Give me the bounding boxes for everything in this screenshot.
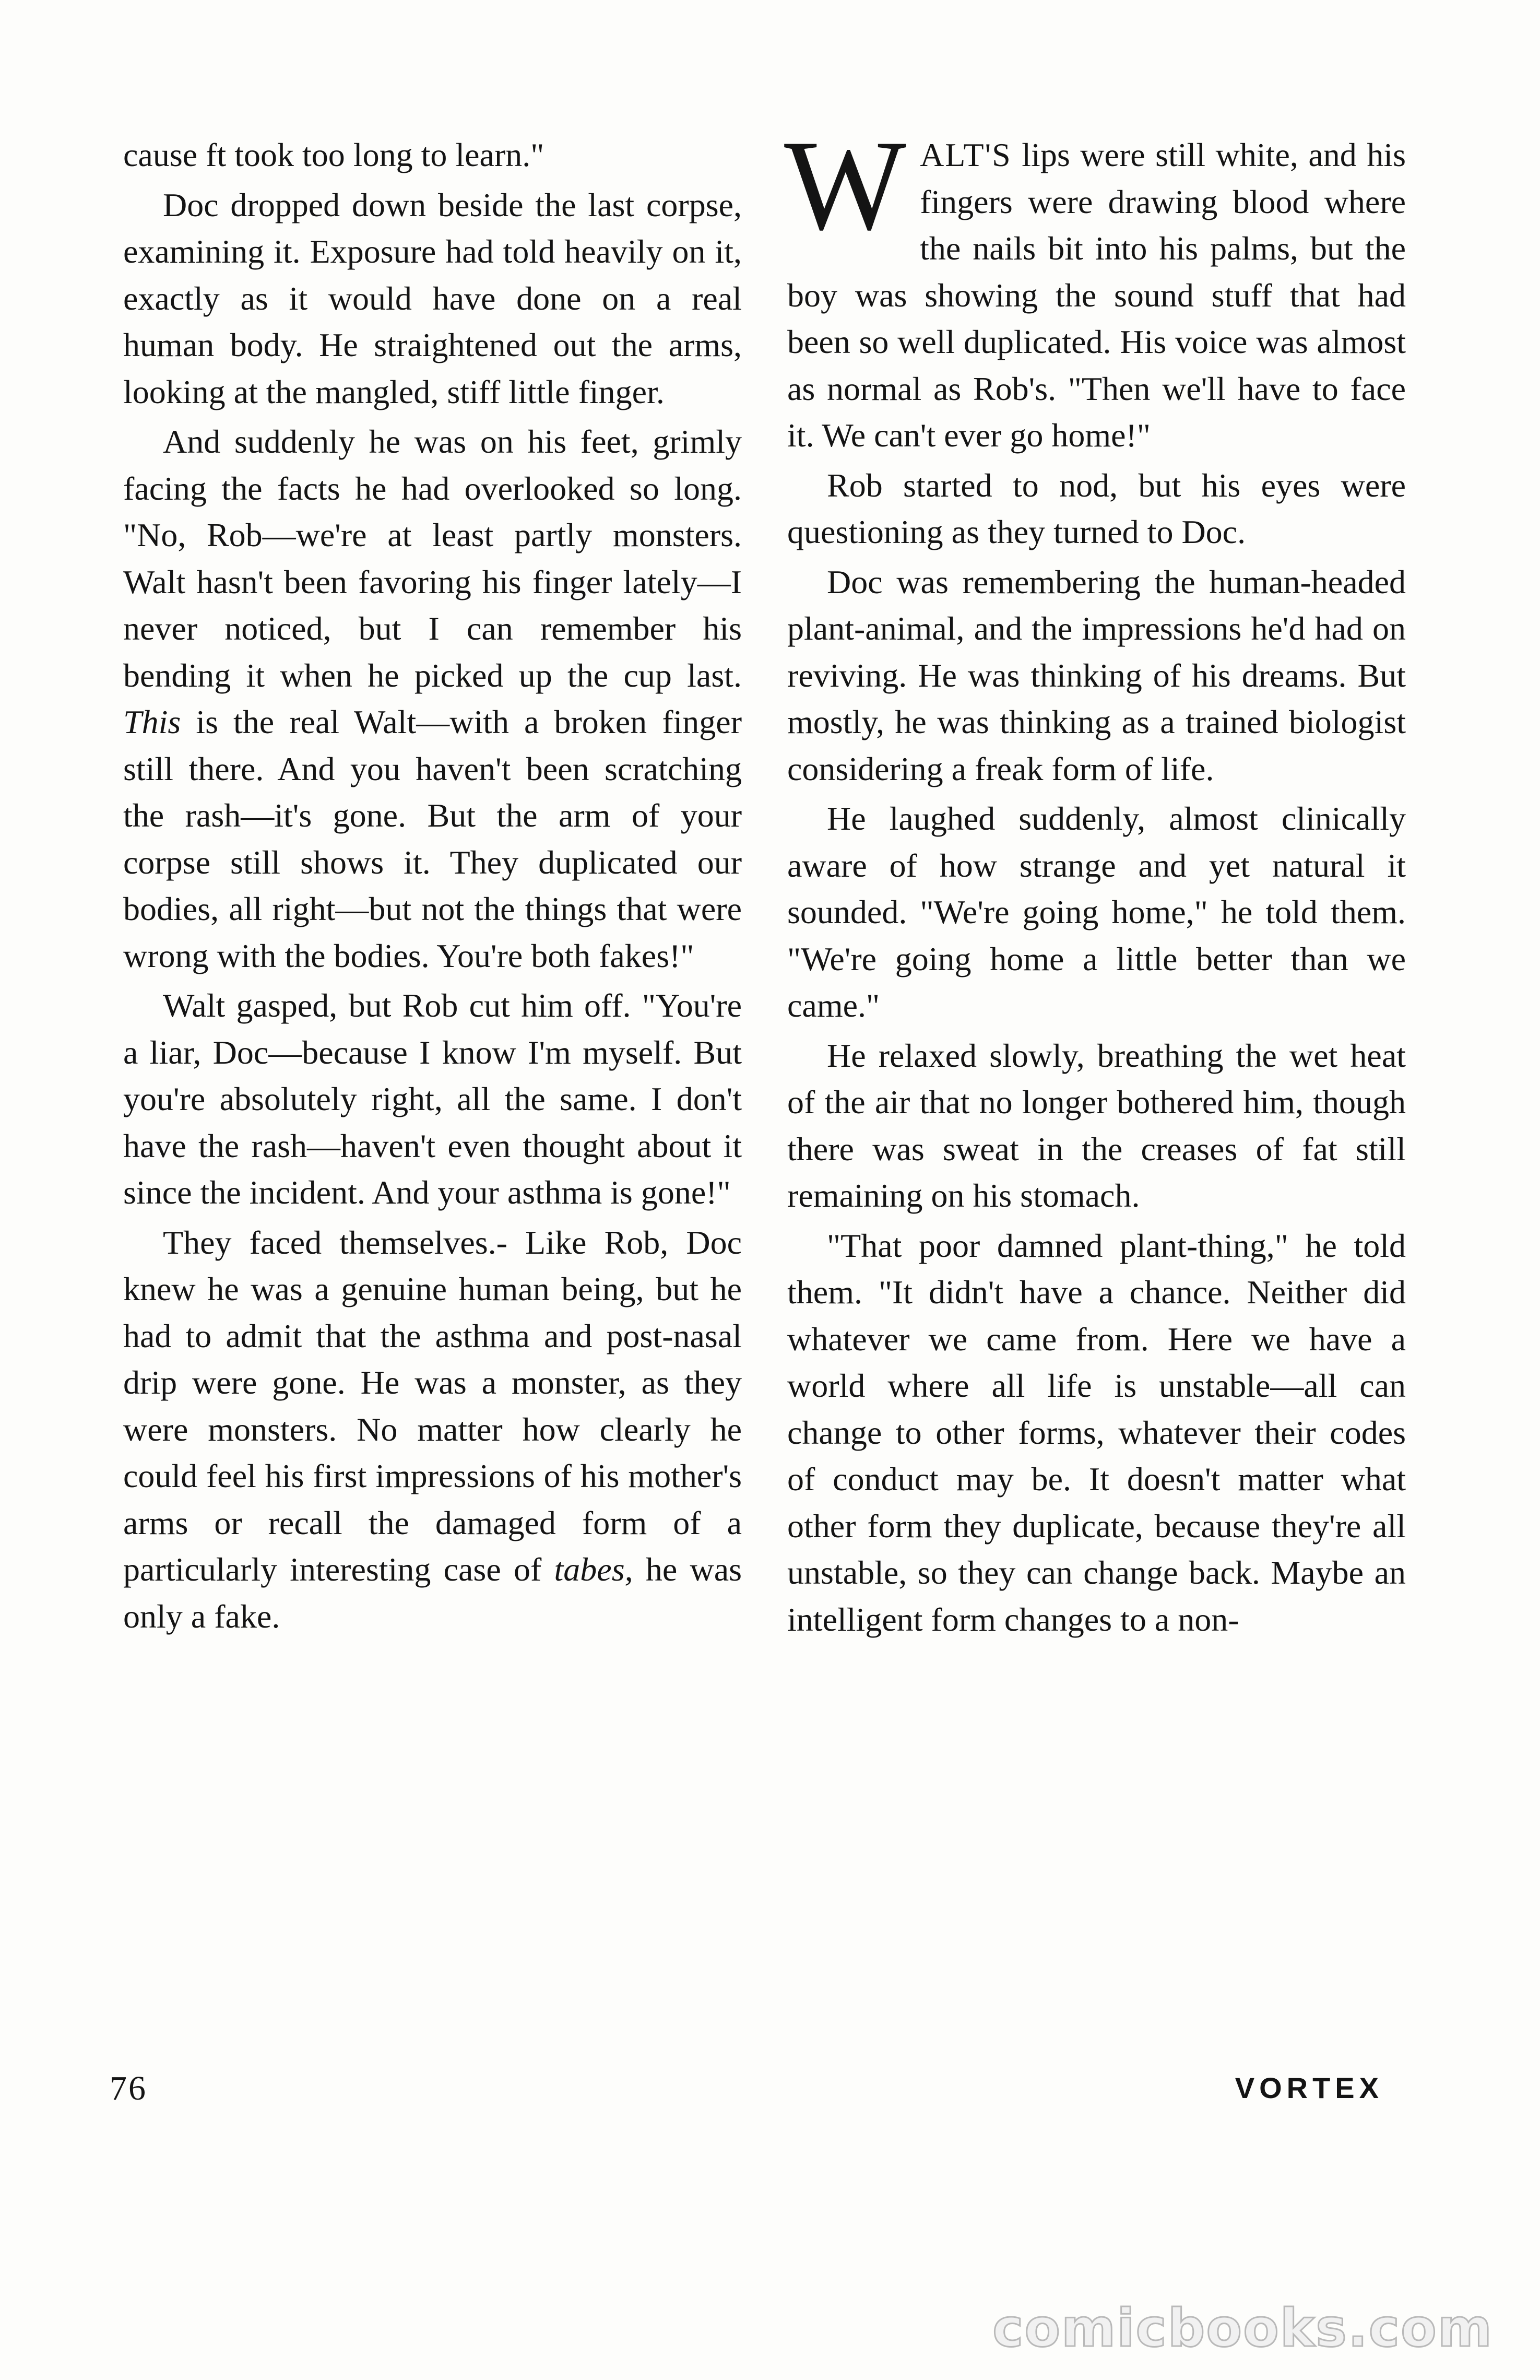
paragraph: Rob started to nod, but his eyes were questioning as they turned to Doc. (787, 466, 1406, 550)
paragraph: Walt gasped, but Rob cut him off. "You're a liar, Doc—because I know I'm myself. But you're absolutely right, all the same. I don't have the rash—haven't even thought about it since the incident. And your asthma is gone!" (123, 987, 742, 1211)
paragraph (123, 418, 742, 979)
paragraph (123, 1219, 742, 1640)
magazine-title: VORTEX (1235, 2071, 1383, 2104)
emphasis-text: tabes, (554, 1551, 633, 1588)
small-caps-word: ALT'S (920, 136, 1012, 173)
paragraph-text: is the real Walt—with a broken finger still there. And you haven't been scratching the rash—it's gone. But the arm of your corpse still shows it. They duplicated our bodies, all right—but not the things that were wrong with the bodies. You're both fakes!" (123, 703, 742, 974)
left-column (123, 132, 742, 1643)
page-number: 76 (110, 2069, 147, 2107)
paragraph-text: he was only a fake. (123, 1551, 742, 1635)
watermark: comicbooks.com (992, 2297, 1493, 2359)
paragraph: Doc dropped down beside the last corpse, examining it. Exposure had told heavily on it, exactly as it would have done on a real human body. He straightened out the arms, looking at the mangled, stiff little finger. (123, 186, 742, 410)
paragraph: Doc was remembering the human-headed plant-animal, and the impressions he'd had on reviving. He was thinking of his dreams. But mostly, he was thinking as a trained biologist considering a freak form of life. (787, 563, 1406, 787)
paragraph: He relaxed slowly, breathing the wet heat of the air that no longer bothered him, though there was sweat in the creases of fat still remaining on his stomach. (787, 1036, 1406, 1214)
paragraph-text: lips were still white, and his fingers were drawing blood where the nails bit into his palms, but the boy was showing the sound stuff that had been so well duplicated. His voice was almost as normal as Rob's. "Then we'll have to face it. We can't ever go home!" (787, 136, 1406, 454)
paragraph-text: And suddenly he was on his feet, grimly facing the facts he had overlooked so long. "No, Rob—we're at least partly monsters. Walt hasn't been favoring his finger lately—I never noticed, but I can remember his bending it when he picked up the cup last. (123, 423, 742, 694)
paragraph: cause ft took too long to learn." (123, 136, 544, 173)
drop-cap: W (784, 113, 907, 257)
emphasis-text: This (123, 703, 181, 740)
right-column (784, 113, 1406, 1646)
paragraph (784, 113, 1406, 459)
paragraph-text: They faced themselves.- Like Rob, Doc knew he was a genuine human being, but he had to admit that the asthma and post-nasal drip were gone. He was a monster, as they were monsters. No matter how clearly he could feel his first impressions of his mother's arms or recall the damaged form of a particularly interesting case of (123, 1223, 742, 1588)
paragraph: He laughed suddenly, almost clinically aware of how strange and yet natural it sounded. "We're going home," he told them. "We're going home a little better than we came." (787, 800, 1406, 1024)
paragraph: "That poor damned plant-thing," he told them. "It didn't have a chance. Neither did whatever we came from. Here we have a world where all life is unstable—all can change to other forms, whatever their codes of conduct may be. It doesn't matter what other form they duplicate, because they're all unstable, so they can change back. Maybe an intelligent form changes to a non- (787, 1227, 1406, 1638)
